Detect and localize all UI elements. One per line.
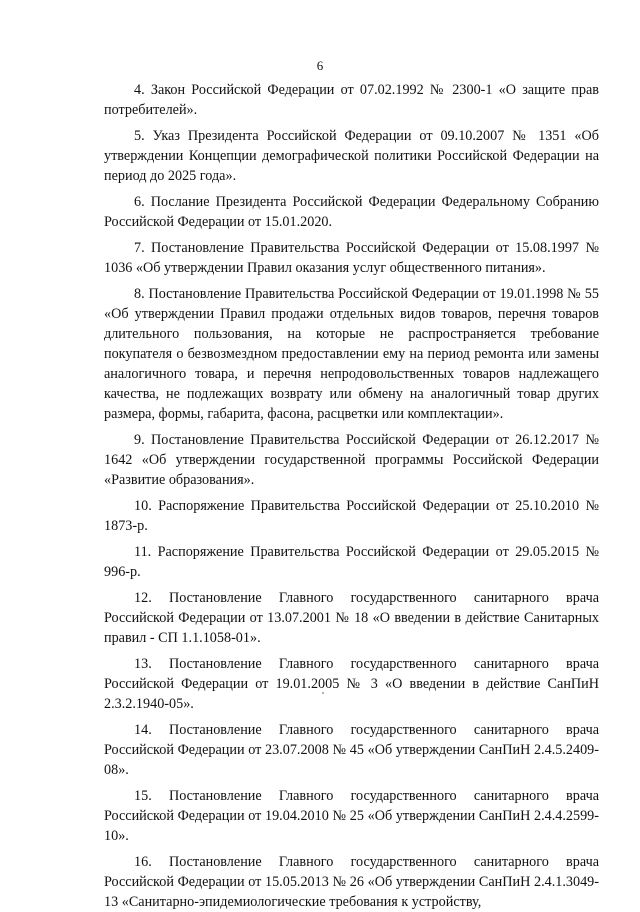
list-item: 7. Постановление Правительства Российской Федерации от 15.08.1997 № 1036 «Об утверждении Правил оказания услуг общественного питания».	[104, 240, 599, 276]
list-item: 11. Распоряжение Правительства Российской Федерации от 29.05.2015 № 996-р.	[104, 544, 599, 580]
legal-references-list	[104, 80, 599, 912]
scan-speck	[322, 692, 324, 694]
page-number: 6	[316, 58, 324, 73]
list-item: 12. Постановление Главного государственного санитарного врача Российской Федерации от 13.07.2001 № 18 «О введении в действие Санитарных правил - СП 1.1.1058-01».	[104, 590, 599, 646]
list-item: 9. Постановление Правительства Российской Федерации от 26.12.2017 № 1642 «Об утверждении государственной программы Российской Федерации «Развитие образования».	[104, 432, 599, 488]
list-item: 6. Послание Президента Российской Федерации Федеральному Собранию Российской Федерации от 15.01.2020.	[104, 194, 599, 230]
list-item: 5. Указ Президента Российской Федерации от 09.10.2007 № 1351 «Об утверждении Концепции демографической политики Российской Федерации на период до 2025 года».	[104, 128, 599, 184]
list-item: 14. Постановление Главного государственного санитарного врача Российской Федерации от 23.07.2008 № 45 «Об утверждении СанПиН 2.4.5.2409-08».	[104, 722, 599, 778]
list-item: 13. Постановление Главного государственного санитарного врача Российской Федерации от 19.01.2005 № 3 «О введении в действие СанПиН 2.3.2.1940-05».	[104, 656, 599, 712]
list-item: 15. Постановление Главного государственного санитарного врача Российской Федерации от 19.04.2010 № 25 «Об утверждении СанПиН 2.4.4.2599-10».	[104, 788, 599, 844]
list-item: 4. Закон Российской Федерации от 07.02.1992 № 2300-1 «О защите прав потребителей».	[104, 82, 599, 118]
list-item: 16. Постановление Главного государственного санитарного врача Российской Федерации от 15.05.2013 № 26 «Об утверждении СанПиН 2.4.1.3049-13 «Санитарно-эпидемиологические требования к устройству,	[104, 854, 599, 910]
list-item: 10. Распоряжение Правительства Российской Федерации от 25.10.2010 № 1873-р.	[104, 498, 599, 534]
list-item: 8. Постановление Правительства Российской Федерации от 19.01.1998 № 55 «Об утверждении Правил продажи отдельных видов товаров, перечня товаров длительного пользования, на которые не распространяется требование покупателя о безвозмездном предоставлении ему на период ремонта или замены аналогичного товара, и перечня непродовольственных товаров надлежащего качества, не подлежащих возврату или обмену на аналогичный товар других размера, формы, габарита, фасона, расцветки или комплектации».	[104, 286, 599, 422]
